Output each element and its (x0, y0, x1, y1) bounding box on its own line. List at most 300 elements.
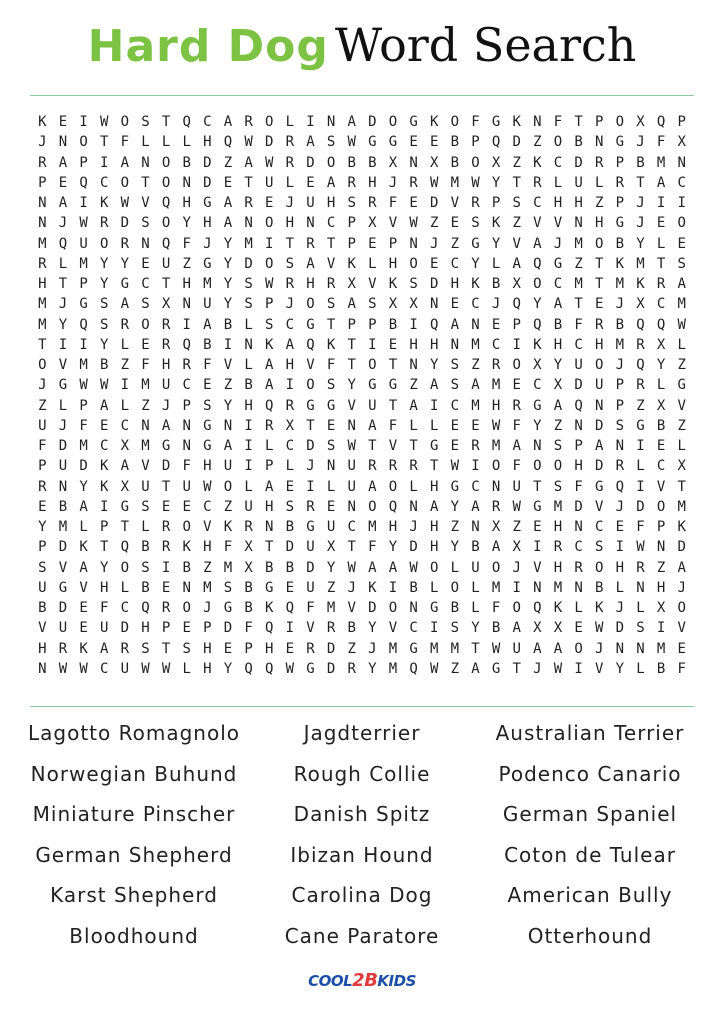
grid-letter: A (512, 620, 521, 637)
grid-letter: O (471, 154, 480, 171)
grid-letter: I (388, 579, 398, 596)
grid-letter: X (491, 154, 501, 171)
grid-letter: A (58, 154, 68, 171)
grid-letter: D (326, 660, 336, 677)
grid-letter: G (306, 519, 315, 535)
grid-letter: R (161, 519, 171, 535)
grid-letter: G (388, 377, 398, 394)
grid-letter: T (38, 336, 47, 353)
grid-letter: C (677, 174, 686, 191)
grid-letter: Q (409, 660, 418, 677)
site-logo (0, 970, 724, 991)
grid-letter: O (677, 215, 686, 232)
grid-letter: N (409, 498, 418, 515)
grid-letter: G (388, 134, 398, 151)
grid-letter: L (120, 336, 130, 353)
grid-letter: Y (491, 235, 501, 252)
grid-letter: U (161, 377, 171, 394)
grid-letter: E (99, 417, 109, 434)
grid-letter: B (636, 154, 645, 171)
grid-letter: U (79, 235, 88, 252)
grid-letter: Q (264, 397, 274, 414)
grid-letter: X (409, 296, 418, 313)
grid-letter: P (656, 519, 666, 535)
grid-letter: H (388, 519, 398, 535)
grid-letter: T (285, 235, 295, 252)
grid-letter: F (141, 357, 150, 373)
grid-letter: B (491, 276, 501, 292)
grid-letter: S (141, 215, 150, 232)
grid-letter: O (368, 357, 377, 373)
grid-letter: T (347, 539, 356, 556)
grid-letter: C (99, 174, 109, 191)
grid-letter: I (264, 235, 274, 252)
grid-letter: E (223, 640, 233, 657)
grid-letter: Y (368, 660, 377, 677)
grid-letter: F (203, 357, 212, 373)
grid-letter: V (306, 620, 315, 637)
grid-letter: E (79, 620, 88, 637)
grid-letter: L (244, 316, 253, 333)
grid-letter: A (161, 417, 171, 434)
grid-letter: E (38, 498, 47, 515)
grid-letter: J (58, 417, 68, 434)
grid-letter: W (120, 195, 130, 211)
grid-letter: O (120, 174, 130, 191)
grid-letter: V (223, 357, 233, 373)
grid-letter: C (203, 114, 212, 130)
grid-letter: Y (79, 478, 88, 495)
grid-letter: K (388, 276, 398, 292)
grid-letter: Y (99, 276, 109, 292)
grid-letter: W (244, 134, 253, 151)
grid-letter: O (161, 154, 171, 171)
grid-letter: H (553, 195, 563, 211)
grid-letter: J (203, 600, 212, 616)
grid-letter: Y (368, 620, 377, 637)
grid-letter: E (471, 417, 480, 434)
grid-letter: F (388, 417, 398, 434)
grid-row (32, 112, 692, 132)
grid-letter: N (347, 417, 356, 434)
grid-letter: A (223, 114, 233, 130)
grid-letter: A (677, 276, 686, 292)
grid-letter: G (306, 397, 315, 414)
grid-letter: R (38, 478, 47, 495)
grid-letter: K (347, 255, 356, 272)
grid-letter: H (203, 539, 212, 556)
grid-letter: O (38, 357, 47, 373)
grid-letter: D (409, 539, 418, 556)
grid-letter: M (79, 438, 88, 454)
grid-letter: G (120, 276, 130, 292)
grid-letter: A (285, 336, 295, 353)
grid-letter: W (141, 660, 150, 677)
title-highlight: Hard Dog (87, 21, 329, 72)
grid-letter: N (636, 579, 645, 596)
grid-letter: E (450, 417, 460, 434)
grid-letter: T (141, 174, 150, 191)
grid-letter: E (574, 620, 583, 637)
grid-letter: T (594, 276, 604, 292)
grid-letter: E (533, 519, 542, 535)
grid-row (32, 517, 692, 537)
grid-letter: R (471, 195, 480, 211)
grid-letter: G (636, 417, 645, 434)
grid-letter: Y (99, 255, 109, 272)
grid-letter: S (285, 498, 295, 515)
grid-letter: M (326, 600, 336, 616)
grid-letter: R (471, 438, 480, 454)
grid-letter: Q (79, 316, 88, 333)
grid-letter: N (182, 579, 191, 596)
grid-letter: M (141, 377, 150, 394)
grid-letter: E (656, 215, 666, 232)
grid-letter: K (79, 640, 88, 657)
grid-letter: Z (326, 579, 336, 596)
word-list-item: German Shepherd (35, 842, 233, 867)
grid-letter: Z (429, 215, 439, 232)
grid-letter: G (161, 438, 171, 454)
grid-letter: M (203, 579, 212, 596)
grid-letter: Z (223, 498, 233, 515)
grid-letter: L (244, 357, 253, 373)
grid-letter: X (656, 397, 666, 414)
grid-letter: C (99, 660, 109, 677)
grid-letter: Y (450, 539, 460, 556)
grid-letter: I (99, 154, 109, 171)
grid-letter: N (429, 296, 439, 313)
grid-letter: K (223, 519, 233, 535)
grid-letter: S (141, 498, 150, 515)
grid-letter: N (38, 195, 47, 211)
grid-letter: O (141, 316, 150, 333)
grid-letter: L (285, 114, 295, 130)
grid-letter: G (594, 478, 604, 495)
grid-letter: H (285, 357, 295, 373)
grid-letter: Q (306, 336, 315, 353)
grid-letter: E (409, 195, 418, 211)
grid-letter: I (656, 195, 666, 211)
grid-letter: R (491, 357, 501, 373)
grid-row (32, 456, 692, 476)
grid-letter: S (264, 316, 274, 333)
grid-letter: P (471, 134, 480, 151)
grid-letter: A (120, 458, 130, 475)
grid-letter: G (203, 438, 212, 454)
grid-letter: J (636, 134, 645, 151)
grid-letter: F (182, 235, 191, 252)
grid-letter: N (450, 336, 460, 353)
grid-letter: Z (223, 154, 233, 171)
grid-letter: C (409, 620, 418, 637)
grid-row (32, 355, 692, 375)
grid-letter: D (264, 134, 274, 151)
grid-letter: K (491, 215, 501, 232)
grid-letter: E (429, 255, 439, 272)
grid-letter: P (347, 316, 356, 333)
grid-letter: L (409, 478, 418, 495)
grid-letter: L (677, 438, 686, 454)
grid-letter: A (656, 174, 666, 191)
grid-letter: T (306, 417, 315, 434)
grid-letter: A (264, 357, 274, 373)
grid-letter: Q (615, 478, 625, 495)
grid-letter: W (512, 498, 521, 515)
grid-letter: N (574, 579, 583, 596)
grid-letter: E (491, 316, 501, 333)
grid-letter: N (182, 296, 191, 313)
grid-letter: R (161, 336, 171, 353)
grid-letter: M (491, 377, 501, 394)
grid-row (32, 193, 692, 213)
grid-letter: Z (223, 377, 233, 394)
grid-letter: G (409, 114, 418, 130)
grid-letter: C (471, 296, 480, 313)
grid-letter: E (79, 600, 88, 616)
grid-letter: P (161, 620, 171, 637)
grid-letter: M (388, 660, 398, 677)
grid-letter: G (203, 255, 212, 272)
grid-letter: A (512, 255, 521, 272)
grid-letter: D (574, 498, 583, 515)
grid-letter: J (553, 235, 563, 252)
grid-letter: P (38, 539, 47, 556)
grid-letter: C (120, 417, 130, 434)
grid-letter: W (79, 215, 88, 232)
grid-letter: W (429, 660, 439, 677)
letter-grid (32, 112, 692, 679)
grid-letter: S (409, 276, 418, 292)
grid-letter: S (141, 559, 150, 576)
grid-letter: J (615, 498, 625, 515)
grid-letter: I (636, 438, 645, 454)
word-list-item: Carolina Dog (291, 883, 433, 907)
grid-letter: Q (656, 114, 666, 130)
grid-letter: P (615, 397, 625, 414)
grid-letter: N (615, 640, 625, 657)
grid-letter: S (141, 296, 150, 313)
word-list-item: Miniature Pinscher (32, 802, 236, 826)
grid-letter: E (182, 498, 191, 515)
grid-letter: R (306, 498, 315, 515)
grid-letter: R (347, 174, 356, 191)
grid-letter: P (574, 438, 583, 454)
grid-letter: Z (347, 640, 356, 657)
grid-letter: O (223, 478, 233, 495)
grid-letter: V (388, 438, 398, 454)
grid-letter: Q (161, 195, 171, 211)
grid-letter: W (491, 640, 501, 657)
grid-letter: T (99, 134, 109, 151)
grid-letter: Y (656, 357, 666, 373)
grid-letter: Y (450, 498, 460, 515)
grid-letter: O (450, 114, 460, 130)
grid-letter: A (388, 559, 398, 576)
grid-letter: M (79, 357, 88, 373)
grid-letter: L (636, 458, 645, 475)
grid-letter: T (512, 660, 521, 677)
grid-letter: G (58, 377, 68, 394)
grid-letter: R (120, 640, 130, 657)
grid-letter: V (656, 478, 666, 495)
grid-letter: U (594, 377, 604, 394)
grid-letter: E (512, 377, 521, 394)
grid-letter: E (326, 498, 336, 515)
grid-row (32, 335, 692, 355)
grid-letter: A (429, 377, 439, 394)
grid-letter: N (409, 154, 418, 171)
grid-letter: I (677, 195, 686, 211)
grid-letter: N (182, 174, 191, 191)
grid-letter: I (656, 620, 666, 637)
grid-letter: R (38, 154, 47, 171)
grid-letter: N (636, 640, 645, 657)
grid-letter: T (326, 235, 336, 252)
grid-letter: L (326, 478, 336, 495)
grid-letter: L (656, 235, 666, 252)
grid-letter: J (306, 458, 315, 475)
grid-letter: W (553, 660, 563, 677)
grid-letter: E (223, 174, 233, 191)
grid-letter: O (594, 559, 604, 576)
grid-letter: H (553, 519, 563, 535)
grid-letter: N (574, 519, 583, 535)
grid-letter: M (471, 336, 480, 353)
grid-letter: D (615, 620, 625, 637)
grid-letter: F (223, 539, 233, 556)
grid-letter: U (58, 620, 68, 637)
grid-letter: A (450, 316, 460, 333)
grid-letter: R (388, 458, 398, 475)
grid-letter: Y (223, 397, 233, 414)
grid-letter: W (347, 559, 356, 576)
grid-letter: L (264, 438, 274, 454)
grid-letter: O (533, 276, 542, 292)
grid-letter: I (58, 336, 68, 353)
grid-letter: C (326, 215, 336, 232)
grid-letter: M (491, 579, 501, 596)
grid-letter: W (594, 620, 604, 637)
grid-letter: W (79, 377, 88, 394)
grid-letter: I (120, 377, 130, 394)
grid-letter: Y (326, 559, 336, 576)
grid-letter: A (429, 498, 439, 515)
grid-letter: Z (450, 660, 460, 677)
grid-letter: T (533, 478, 542, 495)
grid-letter: R (285, 134, 295, 151)
grid-letter: B (409, 579, 418, 596)
grid-letter: X (512, 276, 521, 292)
grid-letter: A (553, 397, 563, 414)
grid-letter: G (553, 255, 563, 272)
grid-letter: U (306, 539, 315, 556)
grid-letter: E (450, 438, 460, 454)
grid-letter: C (553, 154, 563, 171)
grid-letter: E (409, 134, 418, 151)
grid-letter: D (306, 438, 315, 454)
grid-letter: E (450, 215, 460, 232)
grid-row (32, 153, 692, 173)
grid-letter: W (79, 660, 88, 677)
grid-letter: N (182, 417, 191, 434)
grid-letter: U (223, 458, 233, 475)
grid-letter: V (368, 276, 377, 292)
grid-letter: T (120, 519, 130, 535)
grid-letter: D (512, 134, 521, 151)
grid-letter: M (368, 519, 377, 535)
grid-letter: T (636, 174, 645, 191)
grid-letter: H (553, 559, 563, 576)
grid-letter: T (326, 316, 336, 333)
grid-letter: F (491, 600, 501, 616)
grid-letter: A (264, 377, 274, 394)
grid-letter: S (141, 114, 150, 130)
page-title (0, 18, 724, 72)
grid-letter: W (450, 458, 460, 475)
grid-letter: D (368, 114, 377, 130)
grid-letter: I (306, 114, 315, 130)
grid-letter: M (574, 235, 583, 252)
grid-letter: J (636, 215, 645, 232)
grid-letter: V (347, 600, 356, 616)
grid-letter: O (656, 498, 666, 515)
grid-letter: X (553, 620, 563, 637)
grid-letter: S (285, 255, 295, 272)
grid-letter: T (264, 539, 274, 556)
grid-letter: O (368, 498, 377, 515)
word-list-item: Norwegian Buhund (30, 761, 238, 786)
grid-letter: Z (512, 154, 521, 171)
grid-letter: M (429, 640, 439, 657)
grid-letter: C (471, 478, 480, 495)
grid-letter: N (677, 154, 686, 171)
grid-letter: T (244, 174, 253, 191)
grid-letter: K (512, 114, 521, 130)
grid-letter: F (368, 539, 377, 556)
grid-letter: M (223, 559, 233, 576)
grid-letter: C (656, 458, 666, 475)
grid-letter: B (656, 660, 666, 677)
grid-letter: O (120, 114, 130, 130)
grid-letter: U (471, 559, 480, 576)
grid-letter: O (182, 519, 191, 535)
grid-letter: A (99, 397, 109, 414)
grid-letter: G (223, 600, 233, 616)
grid-letter: P (615, 377, 625, 394)
grid-letter: H (306, 276, 315, 292)
grid-letter: M (450, 174, 460, 191)
grid-letter: M (656, 640, 666, 657)
grid-letter: Y (636, 235, 645, 252)
grid-letter: T (574, 296, 583, 313)
grid-letter: B (368, 154, 377, 171)
grid-letter: V (533, 559, 542, 576)
grid-letter: F (656, 134, 666, 151)
grid-letter: M (553, 579, 563, 596)
grid-letter: R (615, 458, 625, 475)
grid-letter: H (203, 640, 212, 657)
grid-letter: P (264, 296, 274, 313)
grid-letter: D (161, 458, 171, 475)
grid-letter: N (533, 438, 542, 454)
grid-letter: X (161, 296, 171, 313)
grid-letter: P (491, 195, 501, 211)
grid-letter: A (326, 174, 336, 191)
grid-letter: T (161, 276, 171, 292)
grid-letter: P (79, 397, 88, 414)
grid-letter: L (182, 134, 191, 151)
